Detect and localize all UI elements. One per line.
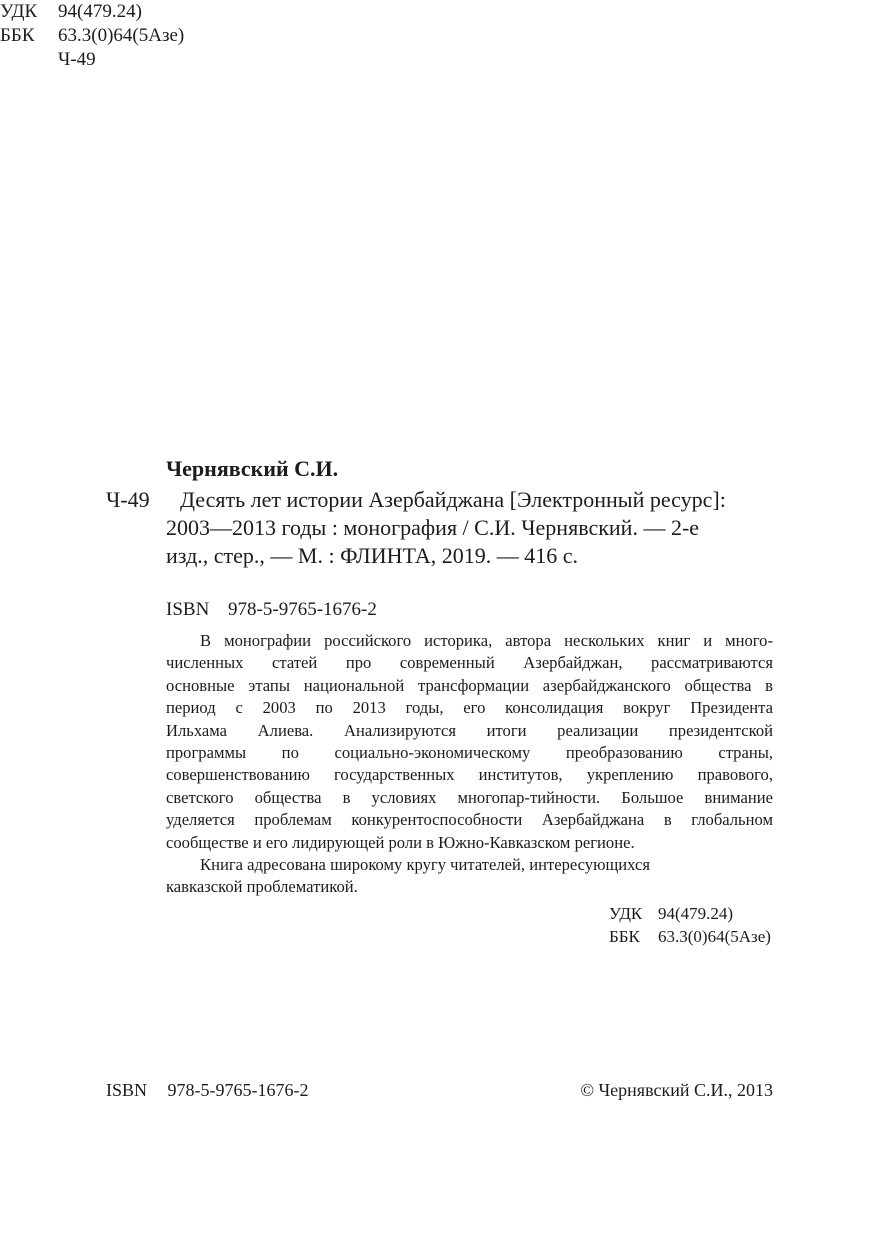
bbk-label: ББК [0,25,35,46]
abstract-line: Ильхама Алиева. Анализируются итоги реализации президентской [166,720,773,740]
abstract-line: кавказской проблематикой. [166,877,358,897]
isbn-label: ISBN [106,1080,148,1100]
biblio-line: 2003—2013 годы : монография / С.И. Чернявский. — 2-е [166,515,700,540]
bibliographic-description [166,486,726,570]
abstract-line: основные этапы национальной трансформации азербайджанского общества в [166,675,773,695]
bbk-value: 63.3(0)64(5Азе) [658,927,771,946]
biblio-line: изд., стер., — М. : ФЛИНТА, 2019. — 416 с. [166,543,578,568]
abstract-line: светского общества в условиях многопар-тийности. Большое внимание [166,787,773,807]
isbn-value: 978-5-9765-1676-2 [228,599,377,620]
footer-isbn [106,1078,309,1102]
isbn-value: 978-5-9765-1676-2 [167,1080,309,1100]
abstract-line: совершенствованию государственных институтов, укреплению правового, [166,765,773,785]
abstract-line: В монографии российского историка, автора нескольких книг и много- [200,631,773,650]
isbn-label: ISBN [166,599,210,620]
abstract-line: период с 2003 по 2013 годы, его консолидация вокруг Президента [166,698,773,718]
author-sign: Ч-49 [58,49,96,70]
abstract [166,630,773,899]
biblio-line: Десять лет истории Азербайджана [Электронный ресурс]: [180,487,726,512]
udk-label: УДК [609,904,643,923]
bbk-value: 63.3(0)64(5Азе) [58,25,185,46]
isbn-line [166,598,377,622]
record-author-sign: Ч-49 [106,487,150,512]
record-author: Чернявский С.И. [166,456,339,481]
bottom-classification-codes [609,902,809,950]
abstract-line: программы по социально-экономическому преобразованию страны, [166,742,773,762]
abstract-line: Книга адресована широкому кругу читателей, интересующихся [200,854,650,874]
abstract-line: сообществе и его лидирующей роли в Южно-Кавказском регионе. [166,832,635,852]
abstract-line: численных статей про современный Азербайджан, рассматриваются [166,653,773,673]
top-classification-codes [0,0,300,72]
copyright-notice: © Чернявский С.И., 2013 [580,1080,773,1100]
udk-value: 94(479.24) [58,1,142,22]
udk-label: УДК [0,1,38,22]
udk-value: 94(479.24) [658,904,734,923]
bbk-label: ББК [609,927,640,946]
abstract-line: уделяется проблемам конкурентоспособности Азербайджана в глобальном [166,810,773,830]
